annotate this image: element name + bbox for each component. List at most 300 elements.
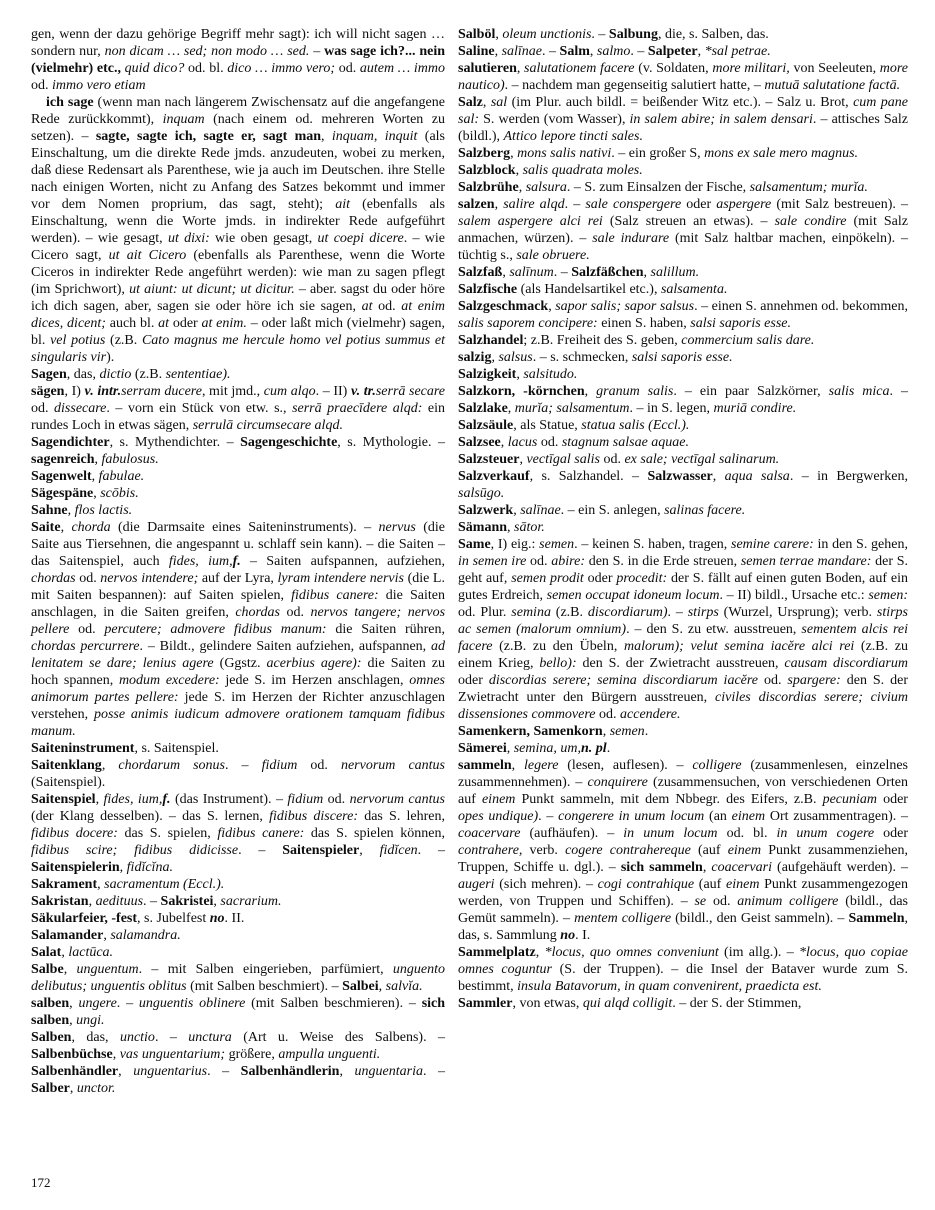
text-segment: Sagen: [31, 367, 67, 382]
text-segment: Samenkern, Samenkorn: [458, 724, 603, 739]
text-segment: (mit Salben beschmiert). –: [186, 979, 343, 994]
text-segment: sale conspergere: [585, 197, 682, 212]
text-segment: n. pl: [581, 741, 607, 756]
text-segment: od.: [706, 894, 738, 909]
text-segment: ,: [97, 877, 105, 892]
text-segment: fidĭcĭna.: [126, 860, 173, 875]
text-segment: at enim.: [201, 316, 247, 331]
text-segment: ut dixi:: [167, 231, 210, 246]
text-segment: oder: [458, 673, 489, 688]
text-segment: stagnum salsae aquae.: [561, 435, 689, 450]
dictionary-entry: [31, 26, 445, 94]
text-segment: salis mica: [828, 384, 890, 399]
text-segment: . – S. zum Einsalzen der Fische,: [566, 180, 750, 195]
text-segment: Sakrament: [31, 877, 98, 892]
text-segment: Salzsee: [458, 435, 501, 450]
text-segment: (auf: [694, 877, 727, 892]
text-segment: , I) eig.:: [490, 537, 540, 552]
text-segment: Salpeter: [647, 44, 698, 59]
text-segment: ,: [63, 962, 77, 977]
text-segment: chordas percurrere: [31, 639, 140, 654]
text-segment: . – Bildt., gelindere Saiten aufziehen, aufspannen,: [139, 639, 431, 654]
text-segment: cum alqo: [263, 384, 316, 399]
dictionary-entry: [31, 944, 445, 961]
text-segment: ,: [339, 1064, 355, 1079]
text-segment: f.: [162, 792, 171, 807]
text-segment: . – mit Salben eingerieben, parfümiert,: [138, 962, 393, 977]
text-segment: ,: [519, 452, 527, 467]
text-segment: ,: [494, 44, 502, 59]
text-segment: den S. der Zwietracht unter den Bürgern ausstreuen,: [458, 673, 908, 705]
text-segment: od.: [526, 554, 552, 569]
text-segment: (ebenfalls als Einschaltung, wenn die Worte jmds. in indirekter Rede aufgeführt werden). – wie gesagt,: [31, 197, 445, 246]
text-segment: Salzlake: [458, 401, 508, 416]
text-segment: . –: [417, 843, 445, 858]
text-segment: Saitenspieler: [282, 843, 360, 858]
text-segment: (zusammenlesen, einzelnes zusammennehmen). –: [458, 758, 909, 790]
text-segment: (bildl., den Geist sammeln). –: [671, 911, 849, 926]
text-segment: ,: [535, 945, 545, 960]
text-segment: Punkt sammeln, mit dem Nbbegr. des Eifers, z.B.: [515, 792, 823, 807]
text-segment: semen:: [868, 588, 908, 603]
text-segment: . –: [667, 605, 688, 620]
text-segment: pecuniam: [822, 792, 877, 807]
dictionary-entry: [458, 349, 908, 366]
dictionary-entry: [458, 196, 908, 264]
text-segment: more nautico): [458, 61, 909, 93]
text-segment: ,: [94, 452, 102, 467]
text-segment: ,: [510, 146, 518, 161]
text-segment: animum colligere: [737, 894, 839, 909]
text-segment: ex sale; vectīgal salinarum.: [624, 452, 780, 467]
text-segment: aspergere: [716, 197, 772, 212]
text-segment: salsitudo.: [523, 367, 578, 382]
text-segment: lactūca.: [68, 945, 114, 960]
dictionary-entry: [458, 468, 908, 502]
text-segment: in semen ire: [458, 554, 527, 569]
text-segment: ,: [103, 928, 111, 943]
text-segment: fabulae.: [98, 469, 145, 484]
text-segment: (lesen, auflesen). –: [558, 758, 693, 773]
text-segment: salben: [31, 996, 70, 1011]
dictionary-entry: [458, 740, 908, 757]
text-segment: commercium salis dare.: [681, 333, 815, 348]
dictionary-entry: [31, 1063, 445, 1097]
text-segment: od.: [372, 299, 402, 314]
text-segment: (die Darmsaite eines Saiteninstruments). –: [110, 520, 379, 535]
text-segment: . –: [630, 44, 648, 59]
text-segment: chordas: [235, 605, 280, 620]
text-segment: fidium: [287, 792, 324, 807]
text-segment: cum pane sal:: [458, 95, 909, 127]
text-segment: salem aspergere alci rei: [458, 214, 603, 229]
text-segment: od. bl.: [184, 61, 228, 76]
text-segment: sale obruere.: [516, 248, 590, 263]
text-segment: das S. spielen,: [117, 826, 218, 841]
text-segment: mons salis nativi: [517, 146, 612, 161]
text-segment: sapor salis; sapor salsus: [555, 299, 695, 314]
dictionary-entry: [31, 791, 445, 876]
text-segment: od.: [31, 401, 55, 416]
text-segment: sacrarium.: [220, 894, 282, 909]
text-segment: semina, um,: [513, 741, 582, 756]
dictionary-entry: [31, 1029, 445, 1063]
text-segment: dico … immo vero;: [227, 61, 336, 76]
text-segment: ,: [359, 843, 380, 858]
text-segment: salīnae: [501, 44, 543, 59]
text-segment: ,: [495, 27, 503, 42]
text-segment: non dicam … sed; non modo … sed.: [104, 44, 310, 59]
text-segment: ,: [213, 894, 221, 909]
dictionary-entry: [31, 740, 445, 757]
text-segment: quid dico?: [124, 61, 185, 76]
text-segment: ,: [93, 486, 101, 501]
text-segment: vectīgal salis: [526, 452, 600, 467]
text-segment: sātor.: [514, 520, 545, 535]
text-segment: semen: [539, 537, 575, 552]
text-segment: Sakristei: [160, 894, 214, 909]
text-segment: (die Saite aus Tiersehnen, die angespannt u. schlaff sein kann). – die Saiten – das Saitenspiel, auch: [31, 520, 445, 569]
text-segment: in unum locum: [623, 826, 718, 841]
text-segment: , s. Mythologie. –: [337, 435, 445, 450]
text-segment: oleum unctionis: [502, 27, 592, 42]
dictionary-entry: [31, 910, 445, 927]
text-segment: at: [158, 316, 170, 331]
text-segment: (an: [704, 809, 732, 824]
text-segment: – aber. sagst du oder höre ich dich sagen, aber, sagen sie oder höre ich sie sagen,: [31, 282, 445, 314]
text-segment: bello):: [539, 656, 577, 671]
text-segment: , das, s. Sammlung: [458, 911, 908, 943]
text-segment: ich sage: [46, 95, 94, 110]
text-segment: einem: [481, 792, 516, 807]
text-segment: od.: [595, 707, 621, 722]
text-segment: die Saiten anschlagen, in die Saiten greifen,: [31, 588, 445, 620]
text-segment: dictio: [99, 367, 132, 382]
text-segment: ,: [502, 265, 510, 280]
text-segment: . – ein paar Salzkörner,: [673, 384, 829, 399]
text-segment: ,: [516, 61, 525, 76]
text-segment: augeri: [458, 877, 495, 892]
text-segment: abire:: [551, 554, 585, 569]
text-segment: (mit Salben beschmieren). –: [245, 996, 422, 1011]
text-segment: nervorum cantus: [340, 758, 445, 773]
text-segment: muriā condire.: [713, 401, 797, 416]
text-segment: unguentis oblinere: [138, 996, 246, 1011]
text-segment: unctura: [188, 1030, 232, 1045]
text-segment: dissecare: [54, 401, 107, 416]
dictionary-entry: [458, 995, 908, 1012]
text-segment: sich sammeln: [620, 860, 703, 875]
text-segment: Sagenwelt: [31, 469, 92, 484]
text-segment: , s. Saitenspiel.: [134, 741, 219, 756]
text-segment: Sämann: [458, 520, 508, 535]
text-segment: v. intr.: [84, 384, 122, 399]
text-segment: (aufhäufen). –: [520, 826, 624, 841]
text-segment: fabulosus.: [101, 452, 159, 467]
text-segment: sale condire: [774, 214, 847, 229]
text-segment: salire alqd: [503, 197, 565, 212]
dictionary-entry: [31, 94, 445, 366]
text-segment: , das,: [66, 367, 100, 382]
text-segment: Sagengeschichte: [240, 435, 338, 450]
text-segment: unguentum: [76, 962, 139, 977]
text-segment: ut aiunt: ut dicunt; ut dicitur.: [129, 282, 295, 297]
text-segment: . –: [238, 843, 283, 858]
text-segment: Salzfäßchen: [571, 265, 644, 280]
text-segment: Saitenklang: [31, 758, 102, 773]
text-segment: nervos intendere;: [100, 571, 199, 586]
text-segment: spargere:: [787, 673, 841, 688]
text-segment: (z.B.: [105, 333, 142, 348]
text-segment: ,: [584, 384, 597, 399]
text-segment: semine carere:: [731, 537, 814, 552]
text-segment: Salböl: [458, 27, 496, 42]
text-segment: sagte, sagte ich, sagte er, sagt man: [95, 129, 322, 144]
dictionary-entry: [458, 298, 908, 332]
text-segment: salīnum: [509, 265, 554, 280]
dictionary-entry: [31, 502, 445, 519]
text-segment: statua salis (Eccl.).: [581, 418, 690, 433]
text-segment: . – einen S. annehmen od. bekommen,: [694, 299, 909, 314]
text-segment: ,: [69, 1013, 77, 1028]
text-segment: ,: [507, 401, 515, 416]
text-segment: . – wie Cicero sagt,: [31, 231, 446, 263]
text-segment: . – ein S. anlegen,: [560, 503, 665, 518]
text-segment: nervorum cantus: [349, 792, 445, 807]
dictionary-entry: [458, 383, 908, 417]
text-segment: opes undique): [458, 809, 539, 824]
text-segment: verb.: [522, 843, 566, 858]
text-segment: (auf: [690, 843, 728, 858]
text-segment: . – vorn ein Stück von etw. s.,: [106, 401, 293, 416]
text-segment: – oder laßt mich (vielmehr) sagen, bl.: [31, 316, 445, 348]
text-segment: sale indurare: [592, 231, 670, 246]
text-segment: ,: [69, 1081, 77, 1096]
text-segment: von Seeleuten,: [789, 61, 880, 76]
dictionary-entry: [458, 162, 908, 179]
text-segment: ait: [335, 197, 350, 212]
text-segment: mutuā salutatione factā.: [764, 78, 901, 93]
text-segment: oder: [681, 197, 717, 212]
text-segment: (im Plur. auch bildl. = beißender Witz etc.). – Salz u. Brot,: [507, 95, 854, 110]
text-segment: der S. fällt auf einen guten Boden, auf ein gutes Erdreich,: [458, 571, 908, 603]
text-segment: serram ducere: [121, 384, 202, 399]
text-segment: ,: [321, 129, 332, 144]
text-segment: –: [309, 44, 325, 59]
text-segment: Salzbrühe: [458, 180, 519, 195]
text-segment: conquirere: [587, 775, 648, 790]
text-segment: aqua salsa: [724, 469, 790, 484]
text-segment: (mit Salz anmachen, würzen). –: [458, 214, 908, 246]
text-segment: ,: [602, 724, 610, 739]
text-segment: ,: [491, 350, 499, 365]
text-segment: Cato magnus me hercule homo vel potius summus et singularis vir: [31, 333, 446, 365]
text-segment: jede S. im Herzen der Richter anzuschlagen verstehen,: [31, 690, 445, 722]
text-segment: salsamenta.: [660, 282, 728, 297]
text-segment: größere,: [225, 1047, 279, 1062]
text-segment: od.: [75, 571, 101, 586]
text-segment: od. Plur.: [458, 605, 512, 620]
text-segment: , die, s. Salben, das.: [657, 27, 769, 42]
text-segment: ,: [507, 520, 515, 535]
dictionary-entry: [31, 366, 445, 383]
text-segment: Salm: [559, 44, 590, 59]
text-segment: (Ggstz.: [213, 656, 267, 671]
dictionary-entry: [458, 332, 908, 349]
text-segment: cogi contrahique: [597, 877, 695, 892]
text-segment: Punkt zusammenziehen, Truppen, Schiffe u. dgl.). –: [458, 843, 908, 875]
text-segment: . – in S. legen,: [629, 401, 714, 416]
text-segment: omnes animorum partes pellere:: [31, 673, 445, 705]
text-segment: autem … immo: [359, 61, 446, 76]
text-segment: od.: [31, 78, 52, 93]
text-segment: no: [209, 911, 225, 926]
text-segment: flos lactis.: [74, 503, 133, 518]
text-segment: (z.B. zu den Übeln,: [492, 639, 624, 654]
text-segment: Salzverkauf: [458, 469, 530, 484]
text-segment: (als Handelsartikel etc.),: [517, 282, 661, 297]
text-segment: lyram intendere nervis: [277, 571, 404, 586]
text-segment: oder: [877, 792, 908, 807]
text-segment: semen occupat idoneum locum: [546, 588, 720, 603]
text-segment: unctor.: [76, 1081, 116, 1096]
text-segment: Sämerei: [458, 741, 507, 756]
dictionary-entry: [458, 145, 908, 162]
text-segment: coacervari: [711, 860, 773, 875]
text-segment: (wenn man nach längerem Zwischensatz auf die angefangene Rede zurückkommt),: [31, 95, 445, 127]
text-segment: sementem alcis rei facere: [458, 622, 908, 654]
text-segment: salsi saporis esse.: [690, 316, 791, 331]
text-segment: scōbis.: [100, 486, 139, 501]
text-segment: salillum.: [650, 265, 700, 280]
text-segment: fidibus discere:: [269, 809, 358, 824]
text-segment: Salzsäule: [458, 418, 514, 433]
text-segment: . –: [154, 1030, 189, 1045]
text-segment: Sammler: [458, 996, 513, 1011]
text-segment: procedit:: [616, 571, 668, 586]
dictionary-entry: [31, 876, 445, 893]
text-segment: (mit Salz bestreuen). –: [771, 197, 908, 212]
text-segment: od.: [758, 673, 788, 688]
text-segment: ,: [95, 792, 104, 807]
text-segment: *locus, quo omnes conveniunt: [544, 945, 719, 960]
text-segment: . –: [591, 27, 609, 42]
text-segment: sagenreich: [31, 452, 95, 467]
text-segment: salutationem facere: [524, 61, 635, 76]
text-segment: Sammelplatz: [458, 945, 536, 960]
text-segment: Salzberg: [458, 146, 511, 161]
text-segment: serrā praecīdere alqd:: [292, 401, 423, 416]
page-number: 172: [31, 1175, 51, 1190]
text-segment: , s. Salzhandel. –: [529, 469, 648, 484]
text-segment: Salbenhändler: [31, 1064, 119, 1079]
text-segment: ein rundes Loch in etwas sägen,: [31, 401, 445, 433]
text-segment: ,: [91, 469, 99, 484]
text-segment: Salber: [31, 1081, 70, 1096]
text-segment: at: [361, 299, 373, 314]
text-segment: (zusammensuchen, von verschiedenen Orten auf: [458, 775, 908, 807]
dictionary-entry: [458, 26, 908, 43]
text-segment: ,: [118, 1064, 134, 1079]
text-segment: (S. der Truppen). – die Insel der Bataver wurde zum S. bestimmt,: [458, 962, 908, 994]
text-segment: die Saiten rühren,: [326, 622, 445, 637]
text-segment: Salzfische: [458, 282, 518, 297]
text-segment: . – ein großer S,: [611, 146, 705, 161]
text-segment: causam discordiarum: [784, 656, 908, 671]
text-segment: , mit jmd.,: [201, 384, 264, 399]
text-segment: ,: [506, 741, 514, 756]
text-segment: Säkularfeier, -fest: [31, 911, 138, 926]
text-segment: der S. geht auf,: [458, 554, 908, 586]
text-segment: mons ex sale mero magnus.: [704, 146, 859, 161]
text-segment: chorda: [71, 520, 111, 535]
text-segment: unctio: [119, 1030, 155, 1045]
text-segment: (im allg.). –: [718, 945, 800, 960]
text-segment: ,: [548, 299, 556, 314]
text-segment: ,: [101, 758, 119, 773]
text-segment: fidibus docere:: [31, 826, 118, 841]
text-segment: . –: [143, 894, 161, 909]
text-segment: (Salz streuen an etwas). –: [602, 214, 775, 229]
text-segment: Salzfaß: [458, 265, 503, 280]
text-segment: . –: [538, 809, 559, 824]
text-segment: ,: [69, 996, 79, 1011]
text-segment: ,: [61, 945, 69, 960]
text-segment: od.: [69, 622, 105, 637]
text-segment: in salem abire; in salem densari: [629, 112, 813, 127]
text-segment: , als Statue,: [513, 418, 582, 433]
text-segment: qui alqd colligit: [582, 996, 673, 1011]
text-segment: Salbei: [342, 979, 379, 994]
text-segment: acerbius agere):: [266, 656, 362, 671]
text-segment: ,: [67, 503, 75, 518]
text-segment: inquam: [162, 112, 205, 127]
dictionary-entry: [31, 468, 445, 485]
text-segment: auf der Lyra,: [198, 571, 278, 586]
text-segment: .: [644, 724, 649, 739]
text-segment: . – II): [315, 384, 351, 399]
text-segment: Saitenspielerin: [31, 860, 120, 875]
text-segment: (die L. mit Saiten bespannen): auf Saiten spielen,: [31, 571, 445, 603]
text-segment: od.: [297, 758, 341, 773]
text-segment: Saite: [31, 520, 61, 535]
text-segment: ut coepi dicere: [317, 231, 404, 246]
text-segment: sägen: [31, 384, 65, 399]
text-segment: salzig: [458, 350, 492, 365]
text-segment: (z.B. zu einem Krieg,: [458, 639, 908, 671]
text-segment: Punkt zusammengezogen werden, von Truppen und Schiffen). –: [458, 877, 909, 909]
text-segment: stirps ac semen (malorum omnium): [458, 605, 908, 637]
text-segment: *locus, quo copiae omnes coguntur: [458, 945, 909, 977]
text-segment: fidibus canere:: [217, 826, 305, 841]
text-segment: ,: [702, 860, 712, 875]
text-segment: (Wurzel, Ursprung); verb.: [718, 605, 877, 620]
left-column: [31, 26, 445, 1097]
text-segment: einem: [726, 877, 760, 892]
text-segment: ut ait Cicero: [108, 248, 187, 263]
text-segment: od.: [279, 605, 311, 620]
text-segment: aedituus: [95, 894, 144, 909]
text-segment: . – s. schmecken,: [532, 350, 632, 365]
text-segment: ,: [518, 180, 526, 195]
text-segment: unguentarius: [133, 1064, 208, 1079]
text-segment: einem: [731, 809, 766, 824]
text-segment: .: [606, 741, 611, 756]
text-segment: . –: [422, 1064, 446, 1079]
text-segment: vel potius: [50, 333, 106, 348]
text-segment: malorum); velut semina iacĕre alci rei: [623, 639, 855, 654]
text-segment: den S. in die Erde streuen,: [584, 554, 741, 569]
